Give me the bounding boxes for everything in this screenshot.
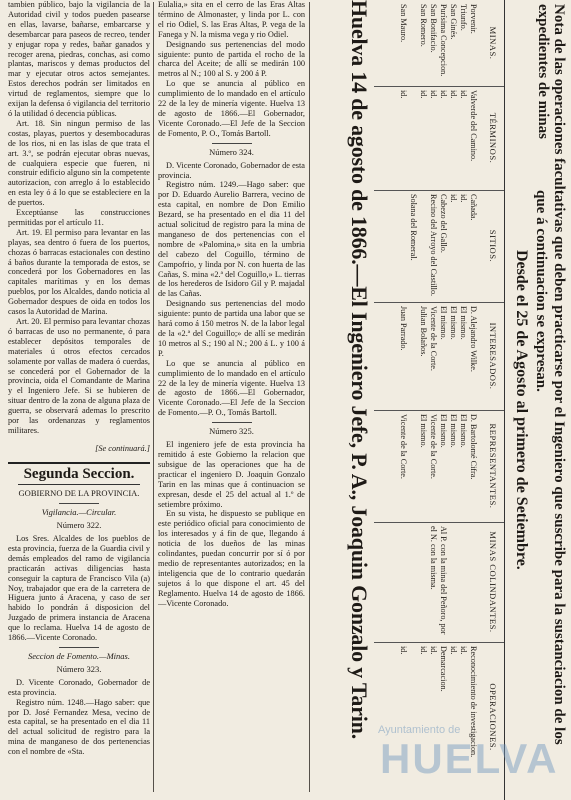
paragraph: Registro núm. 1249.—Hago saber: que por D. Eduardo Aurelio Barrera, vecino de esta capital, en nombre de Don Emilio Bezard, se ha presentado en el dia 11 del actual solicitud de registro para la mina de manganeso de dos pertenencias con el nombre de «Palomina,» sita en la umbria del cabezo del Coguillo, término de Campofrio, y linda por N. con huerta de las Cañas, S. mina «2.ª del Coguillo,» L. tierras de los herederos de Isidoro Gil y P. majadal de las Cañas. xyxy=(158,180,305,299)
subsection-heading: Vigilancia.—Circular. xyxy=(41,507,117,518)
column-colindantes xyxy=(374,522,504,643)
table-cell: El mismo. xyxy=(419,414,428,448)
paragraph: Los Sres. Alcaldes de los pueblos de esta provincia, fuerza de la Guardia civil y demás empleados del ramo de vigilancia practicarán activas diligencias hasta conseguir la captura de Francisco Vila (a) Noy, trabajador que era de la carretera de Higuera junto á Aracena, y caso de ser habido lo pondrán á disposicion del Juzgado de primera instancia de Aracena que lo reclama. Huelva 14 de agosto de 1866.—Vicente Coronado. xyxy=(8,534,150,643)
table-cell xyxy=(408,526,418,640)
table-cell: id. xyxy=(449,90,458,99)
paragraph: Designando sus pertenencias del modo siguiente: punto de partida el rocho de la charca del Aceite; de allí se medirán 100 metros al N.; 100 al S. y 200 á P. xyxy=(158,39,305,79)
paragraph: Registro núm. 1248.—Hago saber: que por D. José Fernandez Mesa, vecino de esta capital, se ha presentado en el dia 11 del actual solicitud de registro para la mina de manganeso de dos pertenencias con el nombre de «Sta. xyxy=(8,697,150,757)
table-cell: San Bonifacio. xyxy=(429,4,438,53)
paragraph: En su vista, he dispuesto se publique en este periódico oficial para conocimiento de los interesados y á fin de que, llegando á noticia de los dueños de las minas colindantes, puedan concurrir por sí ó por medio de representantes autorizados; en la inteligencia que de lo contrario quedarán sujetos á lo que dispone el art. 45 del Reglamento. Huelva 14 de agosto de 1866.—Vicente Coronado. xyxy=(158,509,305,608)
paragraph: Designando sus pertenencias del modo siguiente: punto de partida una labor que se hará como á 150 metros N. de la labor legal de la «2.ª del Coguillo;» de allí se medirán 10 metros al S.; 190 al N.; 200 á L. y 100 á P. xyxy=(158,299,305,358)
table-cell: Cañada. xyxy=(469,194,478,221)
watermark-logo-text: HUELVA xyxy=(380,735,559,782)
table-cell: id. xyxy=(459,194,468,203)
article-18: Art. 18. Sin ningun permiso de las costas, playas, puertos y desembocaduras de los rios, ni en las islas de que trata el art. 3.º, se podrán ejecutar obras nuevas, de cualquiera especie que fueren, ni construir edificio alguno sin la competente autorizacion, con arreglo á lo establecido en esta ley ó á lo que se estableciere en la de puertos. xyxy=(8,118,150,208)
table-cell xyxy=(458,526,468,640)
notice-number: Número 323. xyxy=(56,663,102,674)
table-cell xyxy=(408,306,418,408)
divider xyxy=(59,503,99,504)
notice-number: Número 325. xyxy=(209,426,254,437)
paragraph: El ingeniero jefe de esta provincia ha remitido á este Gobierno la relacion que subsigue de las operaciones que ha de practicar el ingeniero D. Joaquin Gonzalo Tarin en las minas que á continuacion se expresan, desde el 25 del actual al 1.º de setiembre próximo. xyxy=(158,440,305,509)
paragraph: Lo que se anuncia al público en cumplimiento de lo mandado en el artículo 22 de la ley de minería vigente. Huelva 13 de agosto de 1866.—El Gobernador, Vicente Coronado.—El Jefe de la Seccion de Fomento.—P. O., Tomás Bartoll. xyxy=(158,358,305,418)
column-rule xyxy=(309,2,310,792)
table-cell: San Romero. xyxy=(419,4,428,47)
divider xyxy=(18,484,140,485)
table-cell: D. Bartolomé Cifra. xyxy=(469,414,478,480)
paragraph: D. Vicente Coronado, Gobernador de esta provincia. xyxy=(8,677,150,697)
table-cell: Recino del Arroyo del Castillo. xyxy=(429,194,438,297)
operations-table xyxy=(374,0,505,800)
table-note-subtitle: que á continuacion se expresan. xyxy=(533,190,549,392)
table-signature: Huelva 14 de agosto de 1866.—El Ingeniero Jefe, P. A., Joaquin Gonzalo y Tarin. xyxy=(347,0,372,740)
table-cell: Vicente de la Corte. xyxy=(429,414,438,479)
table-cell: id. xyxy=(459,90,468,99)
table-cell: San Mauro. xyxy=(399,4,408,43)
table-cell: id. xyxy=(419,90,428,99)
header-interesados: INTERESADOS. xyxy=(488,322,498,390)
table-cell xyxy=(388,526,398,640)
government-heading: GOBIERNO DE LA PROVINCIA. xyxy=(18,488,140,499)
paragraph: tambien público, bajo la vigilancia de la Autoridad civil y todos pueden pasearse en ellas, lavarse, bañarse, embarcarse y desembarcar para paseos de recreo, tender y enjugar ropa y redes, bañar ganados y recoger arena, piedras, conchas, asi como plantas, mariscos y demas productos del mar y ejecutar otros actos semejantes. Estos derechos podrán ser limitados en virtud de reglamentos, siempre que lo exijan la defensa ó vigilancia del territorio ó la utilidad ó decencia públicas. xyxy=(8,0,150,118)
table-cell: Valverde del Camino. xyxy=(469,90,478,162)
watermark-small-text: Ayuntamiento de xyxy=(378,724,461,736)
table-cell: Porvenir. xyxy=(469,4,478,34)
table-cell: San Ginés. xyxy=(449,4,458,40)
paragraph: Lo que se anuncia al público en cumplimiento de lo mandado en el artículo 22 de la ley de minería vigente. Huelva 13 de agosto de 1866.—El Gobernador, Vicente Coronado.—El Jefe de la Seccion de Fomento, P. O., Tomás Bartoll. xyxy=(158,79,305,138)
table-cell: El mismo. xyxy=(459,414,468,448)
header-representantes: REPRESENTANTES. xyxy=(488,423,498,509)
header-sitios: SITIOS. xyxy=(488,229,498,263)
table-cell: D. Alejandro Wilke. xyxy=(469,306,478,372)
table-cell: Triunfo. xyxy=(459,4,468,31)
table-cell: Reconocimiento de investigacion. xyxy=(469,646,478,758)
table-cell: id. xyxy=(459,646,468,655)
table-cell: id. xyxy=(419,646,428,655)
table-cell xyxy=(398,526,408,640)
table-cell xyxy=(448,526,458,640)
table-cell: Purísima Concepcion. xyxy=(439,4,448,77)
divider xyxy=(212,422,252,423)
table-cell xyxy=(418,526,428,640)
header-colindantes: MINAS COLINDANTES. xyxy=(488,531,498,633)
notice-number: Número 324. xyxy=(209,146,254,157)
text-column-1 xyxy=(8,0,150,790)
paragraph: Exceptúanse las construcciones permitidas por el artículo 11. xyxy=(8,208,150,227)
divider xyxy=(212,143,252,144)
table-cell: Cabezo del Gallo. xyxy=(439,194,448,253)
divider xyxy=(59,647,99,648)
table-cell xyxy=(418,194,428,300)
table-cell: id. xyxy=(449,194,458,203)
table-cell: El mismo. xyxy=(449,306,458,340)
table-cell: id. xyxy=(429,90,438,99)
table-cell xyxy=(468,526,478,640)
table-cell: Vicente de la Corte. xyxy=(429,306,438,371)
table-cell: id. xyxy=(439,90,448,99)
table-cell: id. xyxy=(429,646,438,655)
table-cell xyxy=(408,90,418,188)
table-date-range: Desde el 25 de Agosto al primero de Setiembre. xyxy=(513,250,530,570)
table-cell: Julian Bolaños. xyxy=(419,306,428,357)
table-cell: El mismo. xyxy=(459,306,468,340)
header-terminos: TÉRMINOS. xyxy=(488,112,498,164)
column-representantes xyxy=(374,410,504,523)
table-cell: El mismo. xyxy=(439,306,448,340)
column-sitios xyxy=(374,190,504,303)
section-title: Segunda Seccion. xyxy=(23,466,135,483)
table-cell: Juan Parrado. xyxy=(399,306,408,351)
header-minas: MINAS. xyxy=(488,26,498,60)
table-cell: id. xyxy=(399,90,408,99)
table-cell: Vicente de la Corte. xyxy=(399,414,408,479)
column-minas xyxy=(374,0,504,87)
table-cell: Al P. con la mina del Peñoro, por el N. con la misma. xyxy=(429,526,448,635)
table-cell: id. xyxy=(399,646,408,655)
rotated-mining-table xyxy=(313,0,571,800)
column-interesados xyxy=(374,302,504,411)
column-rule xyxy=(153,2,154,792)
section-divider xyxy=(8,462,150,464)
header-operaciones: OPERACIONES. xyxy=(488,683,498,751)
continuation-note: [Se continuará.] xyxy=(95,444,150,454)
paragraph: Eulalia,» sita en el cerro de las Eras Altas término de Almonaster, y linda por L. con el rio Odiel, S. las Eras Altas, P. vega de la Fanega y N. la misma vega y rio Odiel. xyxy=(158,0,305,39)
article-20: Art. 20. El permiso para levantar chozas ó barracas de uso no permanente, ó para establecer depósitos temporales de materiales ú otros efectos cercados solamente por vallas de madera ó cuerdas, se concederá por el Gobernador de la provincia, oida el Comandante de Marina y el Ingeniero Jefe. Si se hubieren de situar dentro de la zona de alguna plaza de guerra, se observará ademas lo prescrito por las ordenanzas y reglamentos militares. xyxy=(8,317,150,435)
table-cell: Demarcacion. xyxy=(439,646,448,692)
subsection-heading: Seccion de Fomento.—Minas. xyxy=(28,650,130,661)
paragraph: D. Vicente Coronado, Gobernador de esta provincia. xyxy=(158,160,305,180)
table-cell xyxy=(408,414,418,520)
table-cell: El mismo. xyxy=(439,414,448,448)
table-cell xyxy=(408,4,418,84)
table-cell: Solana del Romeral. xyxy=(409,194,418,261)
text-column-2 xyxy=(158,0,305,790)
column-terminos xyxy=(374,86,504,191)
table-cell: id. xyxy=(449,646,458,655)
article-19: Art. 19. El permiso para levantar en las playas, sea dentro ó fuera de los puertos, chozas ó barracas estacionales con destino á baños durante la temporada de estos, se concederá por los Gobernadores en las capitales marítimas y en los demas pueblos, por los Alcaldes, dando noticia al Gobernador despues de oida en todos los casos la Autoridad de Marina. xyxy=(8,227,150,317)
table-note-title: Nota de las operaciones facultativas que deben practicarse por el Ingeniero que suscribe para la sustanciacion de los expedientes de minas xyxy=(535,4,567,745)
notice-number: Número 322. xyxy=(56,520,102,531)
table-cell: El mismo. xyxy=(449,414,458,448)
